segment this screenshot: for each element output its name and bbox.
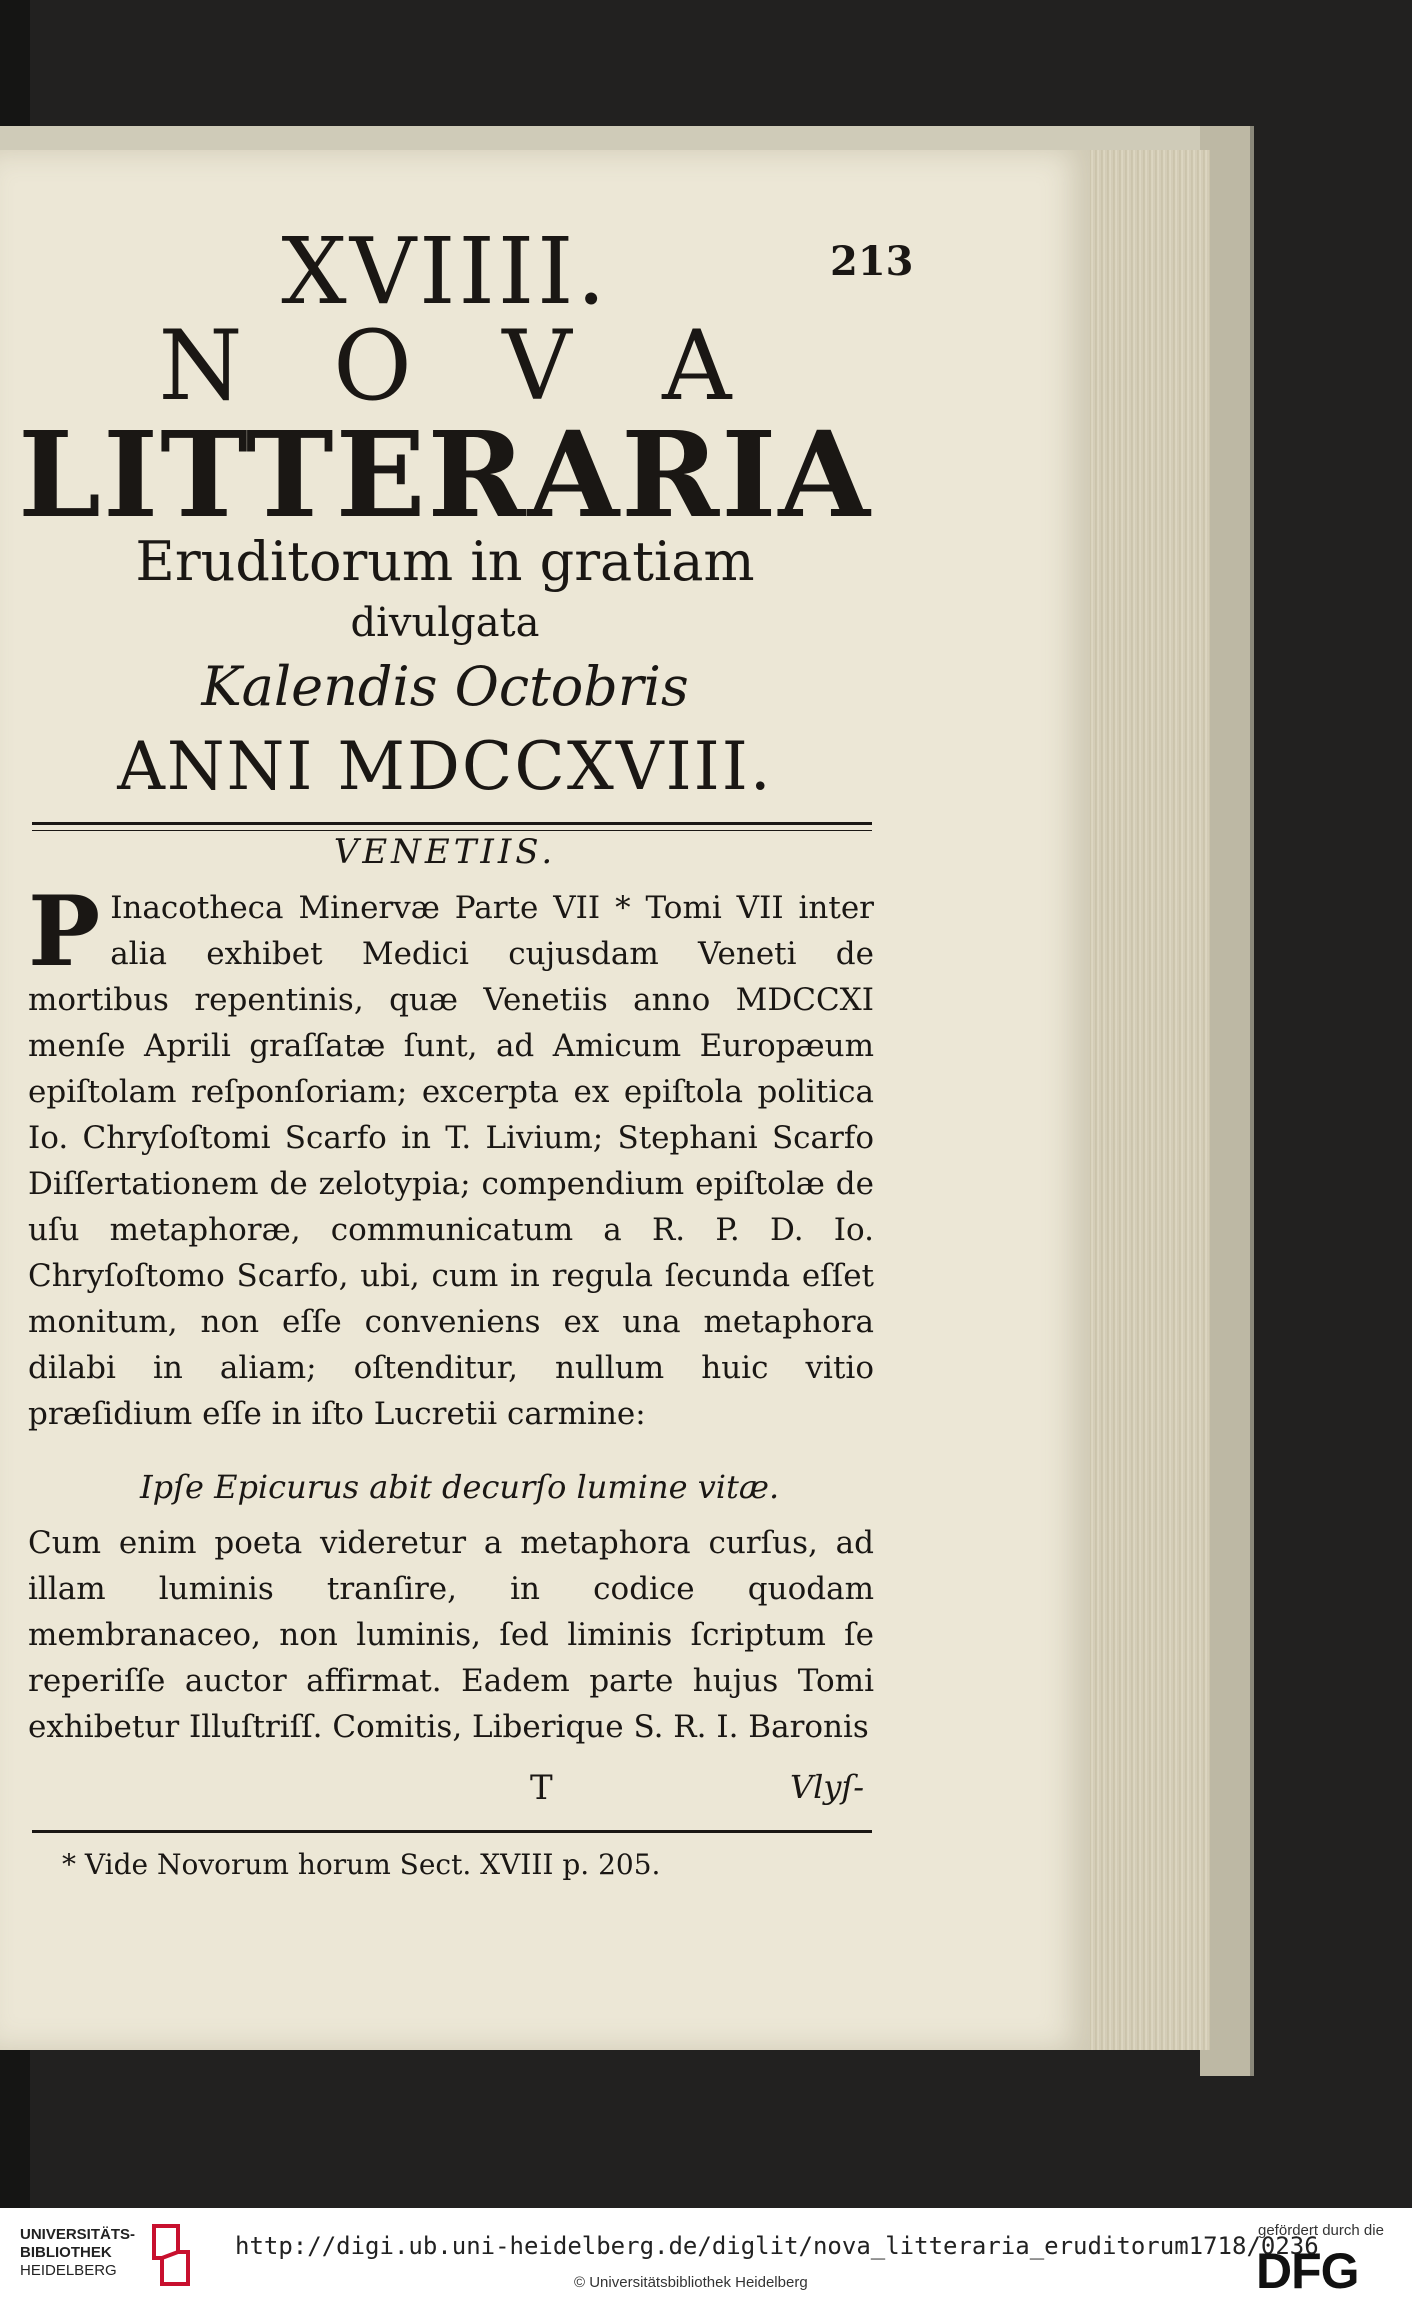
header-rule: [32, 822, 872, 825]
issue-number: XVIIII.: [281, 218, 609, 325]
drop-cap: P: [28, 875, 101, 988]
signature-mark: T: [530, 1768, 553, 1808]
library-line-1: UNIVERSITÄTS-: [20, 2226, 136, 2243]
library-logo-icon: [148, 2222, 192, 2288]
page-number: 213: [830, 238, 914, 285]
library-line-3: HEIDELBERG: [20, 2262, 117, 2279]
footnote-rule: [32, 1830, 872, 1833]
year-line: ANNI MDCCXVIII.: [117, 728, 773, 805]
permalink-url[interactable]: http://digi.ub.uni-heidelberg.de/diglit/nova_litteraria_eruditorum1718/0236: [235, 2232, 1319, 2260]
date-line: Kalendis Octobris: [201, 655, 689, 718]
funding-label: gefördert durch die: [1258, 2222, 1384, 2239]
book-fore-edge: [1082, 150, 1210, 2050]
verse-quote: Ipſe Epicurus abit decurſo lumine vitæ.: [140, 1468, 780, 1506]
library-line-2: BIBLIOTHEK: [20, 2244, 112, 2261]
copyright-notice: © Universitätsbibliothek Heidelberg: [574, 2274, 808, 2291]
library-logo-text: [20, 2226, 135, 2280]
catchword: Vlyſ-: [790, 1768, 865, 1806]
article-paragraph-2: Cum enim poeta videretur a metaphora curſus, ad illam luminis tranſire, in codice quodam membranaceo, non luminis, ſed liminis ſcriptum ſe reperiſſe auctor affirmat. Eadem parte hujus Tomi exhibetur Illuſtriſſ. Comitis, Liberique S. R. I. Baronis: [28, 1525, 874, 1745]
subtitle-divulgata: divulgata: [350, 600, 540, 646]
header-rule-thin: [32, 830, 872, 831]
paragraph-1-text: Inacotheca Minervæ Parte VII * Tomi VII inter alia exhibet Medici cujusdam Veneti de mortibus repentinis, quæ Venetiis anno MDCCXI menſe Aprili graſſatæ ſunt, ad Amicum Europæum epiſtolam reſponſoriam; excerpta ex epiſtola politica Io. Chryſoſtomi Scarfo in T. Livium; Stephani Scarfo Diſſertationem de zelotypia; compendium epiſtolæ de uſu metaphoræ, communicatum a R. P. D. Io. Chryſoſtomo Scarfo, ubi, cum in regula ſecunda eſſet monitum, non eſſe conveniens ex una metaphora dilabi in aliam; oſtenditur, nullum huic vitio præſidium eſſe in iſto Lucretii carmine:: [28, 890, 874, 1432]
section-place-heading: VENETIIS.: [333, 832, 557, 872]
viewer-footer: [0, 2208, 1412, 2304]
footnote: * Vide Novorum horum Sect. XVIII p. 205.: [62, 1848, 661, 1881]
article-paragraph-1: [28, 875, 874, 1437]
title-litteraria: LITTERARIA: [18, 405, 872, 544]
title-nova: N O V A: [158, 310, 762, 422]
dfg-logo: DFG: [1256, 2243, 1359, 2299]
subtitle-eruditorum: Eruditorum in gratiam: [135, 530, 755, 593]
